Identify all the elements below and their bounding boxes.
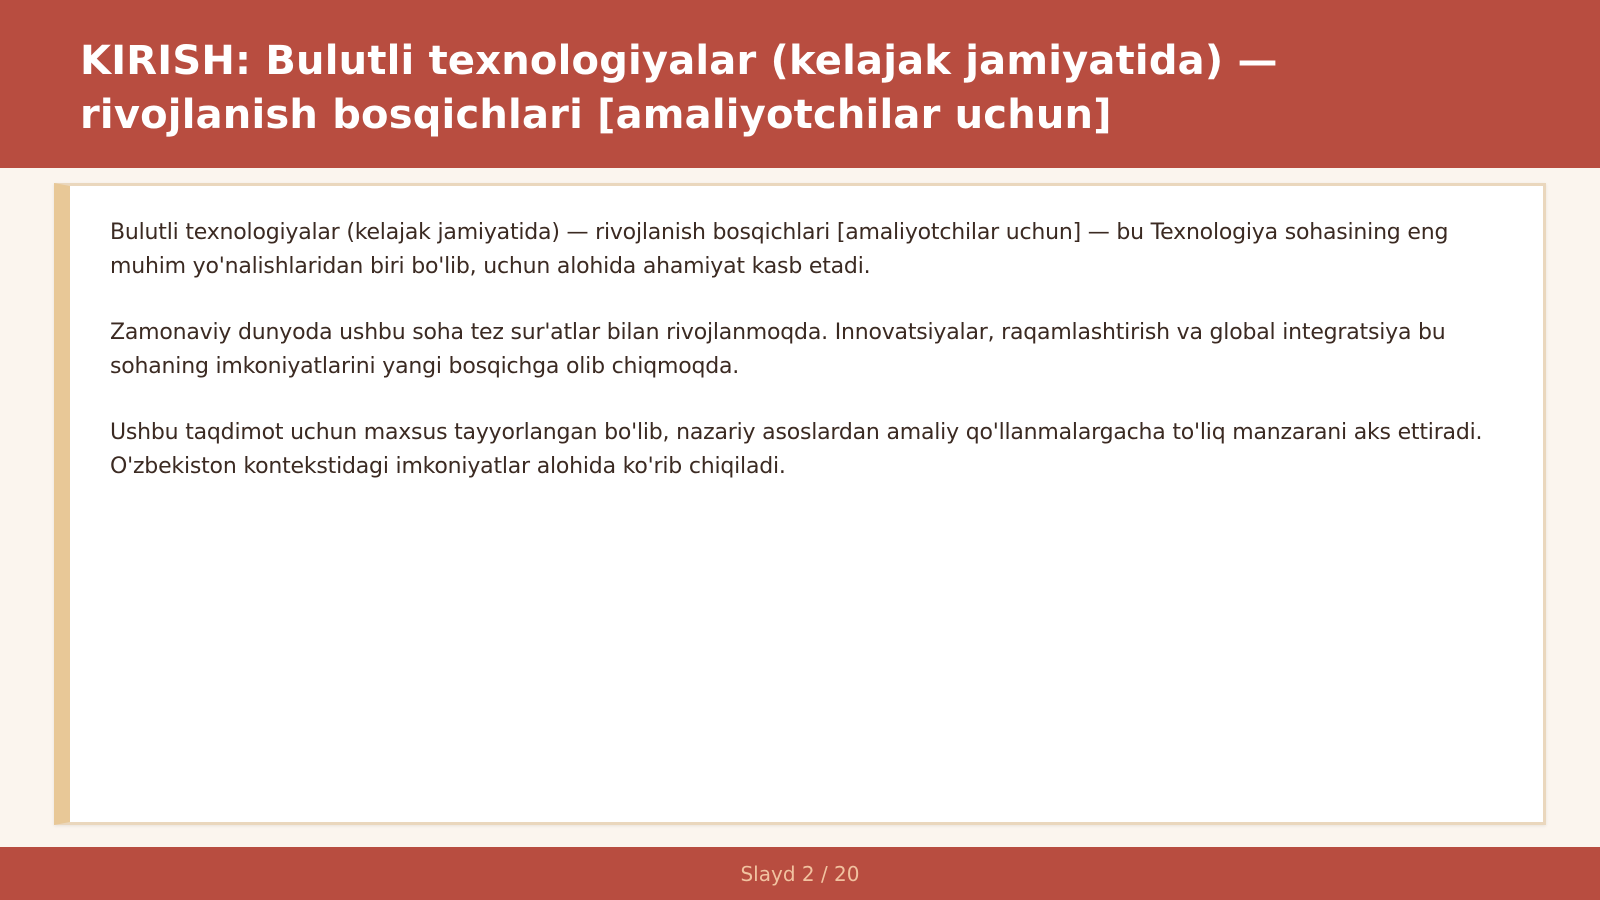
slide-counter: Slayd 2 / 20	[740, 861, 860, 886]
slide-header	[0, 0, 1600, 168]
slide-title: KIRISH: Bulutli texnologiyalar (kelajak jamiyatida) — rivojlanish bosqichlari [amaliyotchilar uchun]	[80, 38, 1278, 138]
content-card	[54, 183, 1546, 825]
intro-paragraph-1: Bulutli texnologiyalar (kelajak jamiyatida) — rivojlanish bosqichlari [amaliyotchilar uchun] — bu Texnologiya sohasining eng muhim yo'nalishlaridan biri bo'lib, uchun alohida ahamiyat kasb etadi.	[110, 220, 1449, 279]
intro-paragraph-3: Ushbu taqdimot uchun maxsus tayyorlangan bo'lib, nazariy asoslardan amaliy qo'llanmalargacha to'liq manzarani aks ettiradi. O'zbekiston kontekstidagi imkoniyatlar alohida ko'rib chiqiladi.	[110, 420, 1483, 479]
slide-footer	[0, 847, 1600, 900]
intro-paragraph-2: Zamonaviy dunyoda ushbu soha tez sur'atlar bilan rivojlanmoqda. Innovatsiyalar, raqamlashtirish va global integratsiya bu sohaning imkoniyatlarini yangi bosqichga olib chiqmoqda.	[110, 320, 1446, 379]
